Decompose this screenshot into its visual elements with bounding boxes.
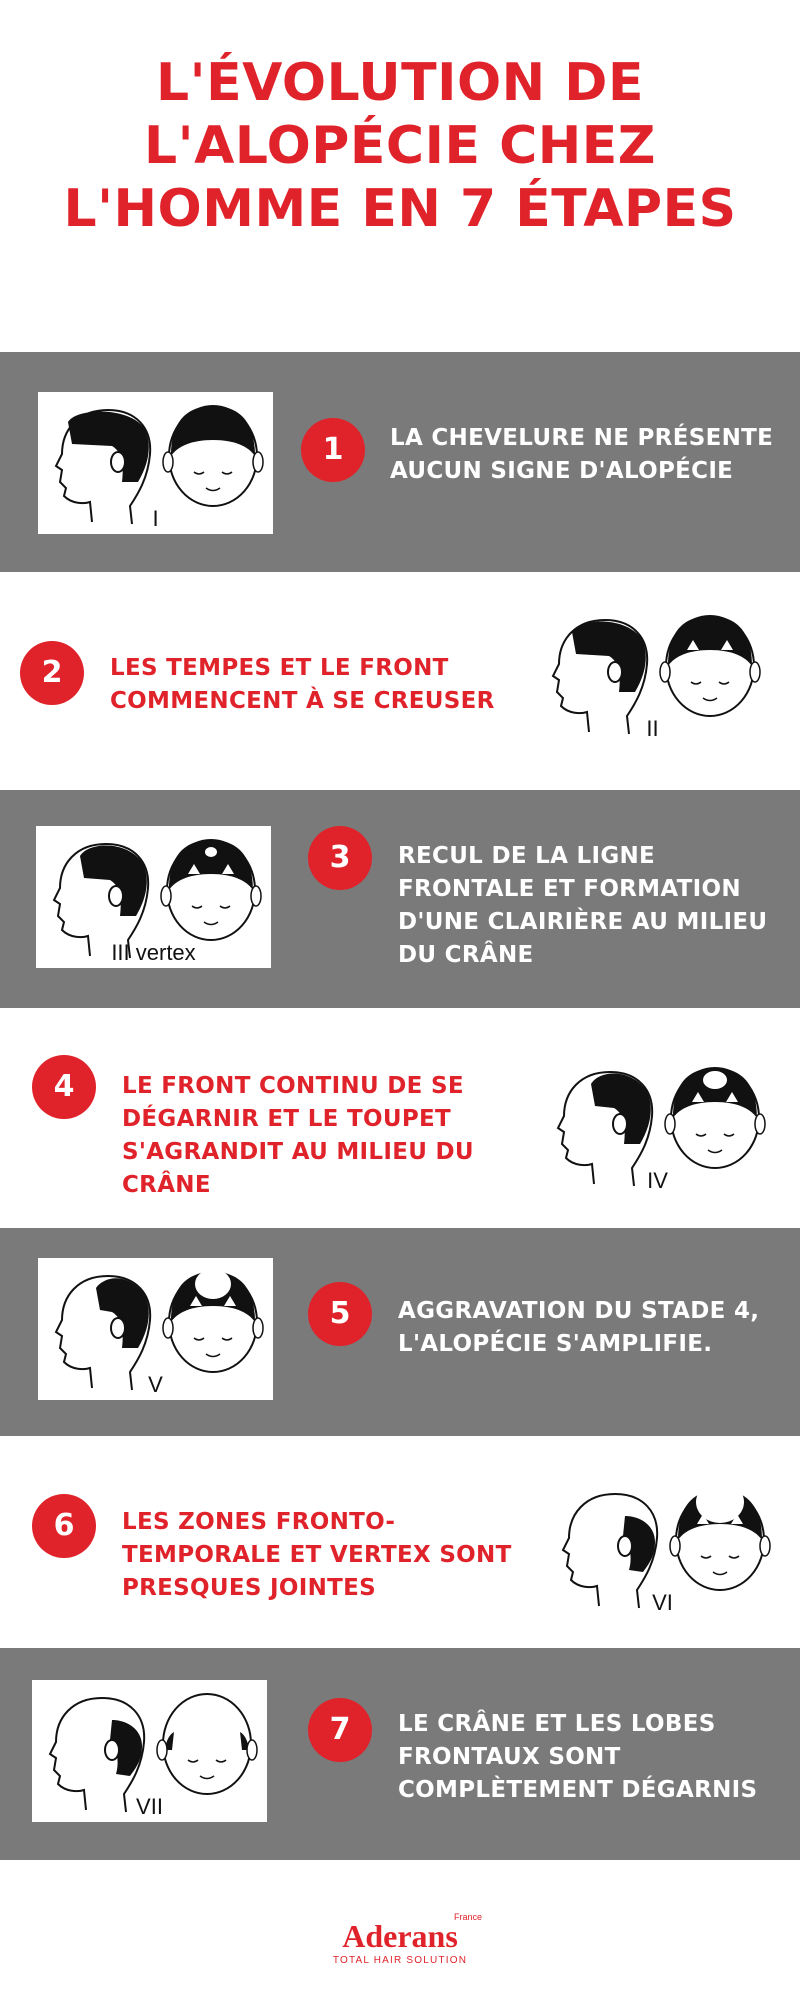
- side-ear: [109, 886, 123, 906]
- title-line-3: L'HOMME EN 7 ÉTAPES: [63, 179, 737, 239]
- stage-6-line: LES ZONES FRONTO-: [122, 1509, 396, 1535]
- top-view-head: [161, 840, 261, 940]
- top-left-ear: [670, 1536, 680, 1556]
- stage-3-number-badge: 3: [308, 826, 372, 890]
- side-ear: [618, 1536, 632, 1556]
- logo-country: France: [453, 1912, 482, 1922]
- top-left-ear: [161, 886, 171, 906]
- top-view-head: [157, 1694, 257, 1794]
- stage-2-line: LES TEMPES ET LE FRONT: [110, 655, 449, 681]
- stage-5-line: L'ALOPÉCIE S'AMPLIFIE.: [398, 1331, 713, 1357]
- stage-2-illustration: [535, 602, 770, 744]
- stage-7-illustration: [32, 1680, 267, 1822]
- stage-3-band: [0, 790, 800, 1008]
- top-view-head: [660, 616, 760, 716]
- stage-5-line: AGGRAVATION DU STADE 4,: [398, 1298, 760, 1324]
- side-ear: [111, 452, 125, 472]
- stage-6-line: PRESQUES JOINTES: [122, 1575, 377, 1601]
- top-right-ear: [253, 1318, 263, 1338]
- stage-1-description: [390, 422, 773, 488]
- stage-5-band: [0, 1228, 800, 1436]
- stage-3-roman-label: III vertex: [111, 940, 196, 965]
- top-left-ear: [660, 662, 670, 682]
- top-right-ear: [247, 1740, 257, 1760]
- stage-6-description: [122, 1506, 512, 1605]
- stage-3-line: FRONTALE ET FORMATION: [398, 876, 741, 902]
- stage-1-line: LA CHEVELURE NE PRÉSENTE: [390, 425, 774, 451]
- stage-7-line: FRONTAUX SONT: [398, 1744, 621, 1770]
- stage-4-line: S'AGRANDIT AU MILIEU DU: [122, 1139, 474, 1165]
- stage-6-roman-label: VI: [652, 1590, 673, 1615]
- top-view-head: [163, 406, 263, 506]
- stage-1-illustration: [38, 392, 273, 534]
- stage-4-line: CRÂNE: [122, 1172, 211, 1198]
- stage-7-line: COMPLÈTEMENT DÉGARNIS: [398, 1777, 758, 1803]
- top-right-ear: [750, 662, 760, 682]
- top-right-ear: [760, 1536, 770, 1556]
- stage-4-roman-label: IV: [647, 1168, 668, 1193]
- top-view-head: [665, 1068, 765, 1168]
- side-ear: [105, 1740, 119, 1760]
- stage-3-description: [398, 840, 767, 972]
- logo-brand: Aderans: [342, 1918, 458, 1954]
- stage-6-line: TEMPORALE ET VERTEX SONT: [122, 1542, 512, 1568]
- stage-7-description: [398, 1708, 757, 1807]
- stage-1-number-badge: 1: [301, 418, 365, 482]
- stage-3-line: D'UNE CLAIRIÈRE AU MILIEU: [398, 909, 768, 935]
- stage-4-band: [0, 1008, 800, 1228]
- stage-7-line: LE CRÂNE ET LES LOBES: [398, 1711, 716, 1737]
- stage-5-illustration: [38, 1258, 273, 1400]
- top-left-ear: [163, 452, 173, 472]
- stage-5-roman-label: V: [148, 1372, 163, 1397]
- stage-7-number-badge: 7: [308, 1698, 372, 1762]
- title-line-1: L'ÉVOLUTION DE: [156, 53, 644, 113]
- side-ear: [111, 1318, 125, 1338]
- top-view-head: [163, 1269, 263, 1372]
- stage-5-number-badge: 5: [308, 1282, 372, 1346]
- stage-6-illustration: [545, 1476, 780, 1618]
- stage-2-line: COMMENCENT À SE CREUSER: [110, 688, 495, 714]
- side-ear: [608, 662, 622, 682]
- stage-4-description: [122, 1070, 474, 1202]
- top-view-head: [670, 1481, 770, 1590]
- stage-3-illustration: [36, 826, 271, 968]
- crown-bald-spot: [703, 1071, 727, 1089]
- top-left-ear: [157, 1740, 167, 1760]
- stage-4-number-badge: 4: [32, 1055, 96, 1119]
- stage-1-roman-label: I: [152, 506, 159, 531]
- stage-2-description: [110, 652, 495, 718]
- logo-tagline: TOTAL HAIR SOLUTION: [332, 1955, 468, 1966]
- stage-7-band: [0, 1648, 800, 1860]
- stage-3-line: RECUL DE LA LIGNE: [398, 843, 656, 869]
- side-ear: [613, 1114, 627, 1134]
- top-left-ear: [665, 1114, 675, 1134]
- top-left-ear: [163, 1318, 173, 1338]
- top-right-ear: [251, 886, 261, 906]
- top-right-ear: [253, 452, 263, 472]
- stage-2-band: [0, 572, 800, 790]
- stage-4-line: LE FRONT CONTINU DE SE: [122, 1073, 464, 1099]
- stage-7-roman-label: VII: [136, 1794, 163, 1819]
- crown-bald-spot: [205, 847, 217, 857]
- stage-5-description: [398, 1295, 759, 1361]
- stage-4-illustration: [540, 1054, 775, 1196]
- title-line-2: L'ALOPÉCIE CHEZ: [144, 116, 656, 176]
- stage-2-number-badge: 2: [20, 641, 84, 705]
- stage-6-number-badge: 6: [32, 1494, 96, 1558]
- stage-4-line: DÉGARNIR ET LE TOUPET: [122, 1106, 451, 1132]
- stage-6-band: [0, 1436, 800, 1648]
- stage-1-band: [0, 352, 800, 572]
- top-right-ear: [755, 1114, 765, 1134]
- page-title: [0, 52, 800, 241]
- aderans-logo: [300, 1912, 500, 1972]
- stage-2-roman-label: II: [646, 716, 659, 741]
- stage-1-line: AUCUN SIGNE D'ALOPÉCIE: [390, 458, 734, 484]
- crown-bald-spot: [195, 1269, 231, 1299]
- stage-3-line: DU CRÂNE: [398, 942, 534, 968]
